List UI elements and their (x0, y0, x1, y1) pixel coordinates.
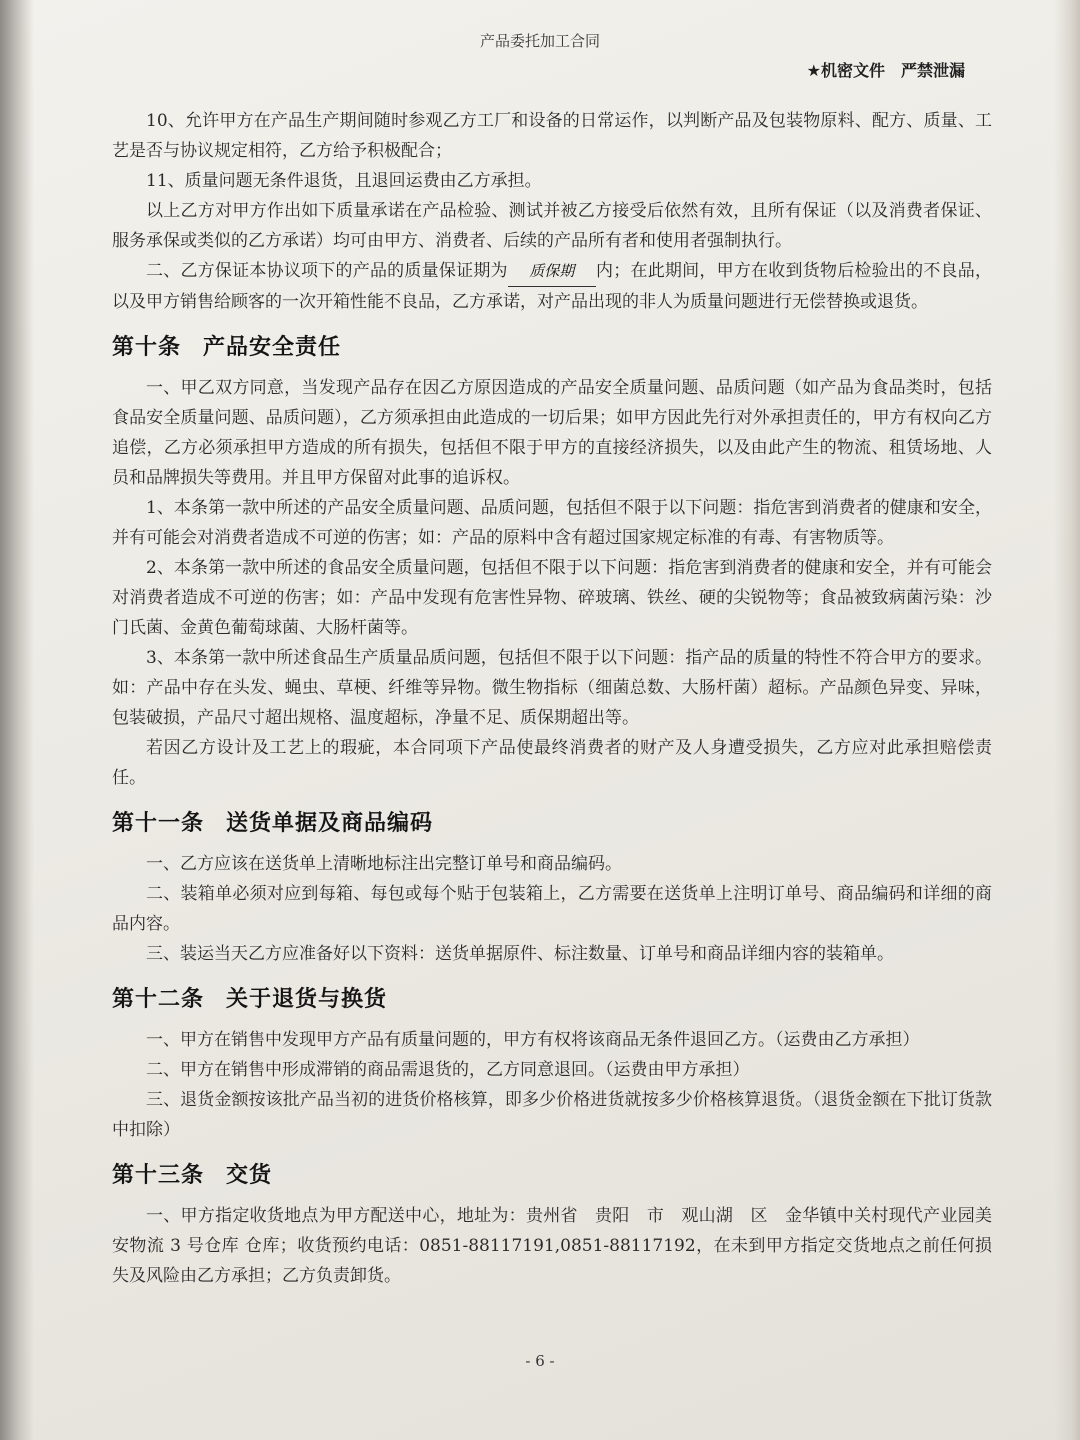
article-number: 第十条 (112, 334, 182, 360)
binding-shadow (0, 0, 34, 1440)
article-heading (112, 979, 992, 1019)
document-header-title: 产品委托加工合同 (479, 32, 600, 50)
confidential-mark: ★机密文件 严禁泄漏 (806, 61, 965, 80)
article-title: 送货单据及商品编码 (226, 810, 434, 836)
clause-paragraph: 二、装箱单必须对应到每箱、每包或每个贴于包装箱上，乙方需要在送货单上注明订单号、商品编码和详细的商品内容。 (112, 884, 992, 934)
clause-text: 内；在此期间，甲方在收到货物后检验出的不良品，以及甲方销售给顾客的一次开箱性能不良品，乙方承诺，对产品出现的非人为质量问题进行无偿替换或退货。 (112, 261, 993, 312)
clause-paragraph: 2、本条第一款中所述的食品安全质量问题，包括但不限于以下问题：指危害到消费者的健康和安全，并有可能会对消费者造成不可逆的伤害；如：产品中发现有危害性异物、碎玻璃、铁丝、硬的尖锐物等；食品被致病菌污染：沙门氏菌、金黄色葡萄球菌、大肠杆菌等。 (112, 558, 992, 638)
clause-paragraph: 二、甲方在销售中形成滞销的商品需退货的，乙方同意退回。（运费由甲方承担） (146, 1060, 750, 1080)
document-body (112, 106, 992, 1291)
article-number: 第十三条 (112, 1162, 205, 1188)
clause-paragraph: 一、甲乙双方同意，当发现产品存在因乙方原因造成的产品安全质量问题、品质问题（如产品为食品类时，包括食品安全质量问题、品质问题），乙方须承担由此造成的一切后果；如甲方因此先行对外承担责任的，甲方有权向乙方追偿，乙方必须承担甲方造成的所有损失，包括但不限于甲方的直接经济损失，以及由此产生的物流、租赁场地、人员和品牌损失等费用。并且甲方保留对此事的追诉权。 (112, 378, 992, 488)
article-title: 产品安全责任 (203, 334, 342, 360)
clause-paragraph: 三、装运当天乙方应准备好以下资料：送货单据原件、标注数量、订单号和商品详细内容的装箱单。 (146, 944, 894, 964)
clause-paragraph: 若因乙方设计及工艺上的瑕疵，本合同项下产品使最终消费者的财产及人身遭受损失，乙方应对此承担赔偿责任。 (112, 738, 992, 788)
article-number: 第十一条 (112, 810, 205, 836)
clause-paragraph: 三、退货金额按该批产品当初的进货价格核算，即多少价格进货就按多少价格核算退货。（退货金额在下批订货款中扣除） (112, 1090, 992, 1140)
page-number: - 6 - (525, 1352, 555, 1370)
article-heading (112, 803, 992, 843)
clause-paragraph (112, 256, 992, 317)
clause-paragraph: 一、甲方指定收货地点为甲方配送中心，地址为：贵州省 贵阳 市 观山湖 区 金华镇中关村现代产业园美安物流 3 号仓库 仓库；收货预约电话：0851-88117191,0851-88117192，在未到甲方指定交货地点之前任何损失及风险由乙方承担；乙方负责卸货。 (112, 1206, 992, 1286)
clause-paragraph: 以上乙方对甲方作出如下质量承诺在产品检验、测试并被乙方接受后依然有效，且所有保证（以及消费者保证、服务承保或类似的乙方承诺）均可由甲方、消费者、后续的产品所有者和使用者强制执行。 (112, 201, 992, 251)
clause-text: 二、乙方保证本协议项下的产品的质量保证期为 (146, 261, 508, 281)
clause-paragraph: 一、乙方应该在送货单上清晰地标注出完整订单号和商品编码。 (146, 854, 622, 874)
article-heading (112, 327, 992, 367)
clause-paragraph: 3、本条第一款中所述食品生产质量品质问题，包括但不限于以下问题：指产品的质量的特性不符合甲方的要求。如：产品中存在头发、蝇虫、草梗、纤维等异物。微生物指标（细菌总数、大肠杆菌）超标。产品颜色异变、异味，包装破损，产品尺寸超出规格、温度超标，净量不足、质保期超出等。 (112, 648, 992, 728)
clause-paragraph: 1、本条第一款中所述的产品安全质量问题、品质问题，包括但不限于以下问题：指危害到消费者的健康和安全，并有可能会对消费者造成不可逆的伤害；如：产品的原料中含有超过国家规定标准的有毒、有害物质等。 (112, 498, 992, 548)
article-number: 第十二条 (112, 986, 205, 1012)
handwritten-fill: 质保期 (508, 256, 596, 287)
article-title: 交货 (226, 1162, 273, 1188)
page-edge (1054, 0, 1080, 1440)
clause-paragraph: 11、质量问题无条件退货，且退回运费由乙方承担。 (146, 171, 542, 191)
article-title: 关于退货与换货 (226, 986, 388, 1012)
clause-paragraph: 10、允许甲方在产品生产期间随时参观乙方工厂和设备的日常运作，以判断产品及包装物原料、配方、质量、工艺是否与协议规定相符，乙方给予积极配合； (112, 111, 992, 161)
article-heading (112, 1155, 992, 1195)
clause-paragraph: 一、甲方在销售中发现甲方产品有质量问题的，甲方有权将该商品无条件退回乙方。（运费由乙方承担） (146, 1030, 920, 1050)
